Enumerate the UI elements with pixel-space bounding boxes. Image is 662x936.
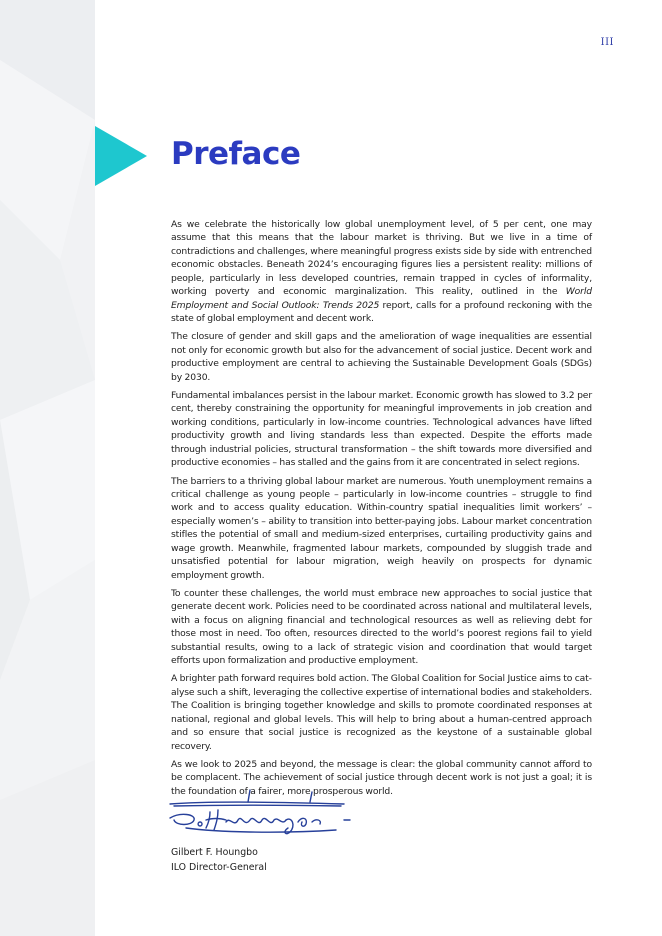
paragraph-1-text-end: report, calls for a profound reckoning with the state of global employment and decent work. (171, 299, 592, 325)
report-title-reference: World Employment and Social Outlook: Trends 2025 (171, 286, 592, 311)
preface-body (171, 218, 592, 803)
paragraph-1 (171, 218, 592, 326)
page-number: III (600, 37, 614, 48)
paragraph-2: The closure of gender and skill gaps and the amelioration of wage inequalities are essential not only for economic growth but also for the advancement of social justice. Decent work and productive employment are central to achieving the Sustainable Development Goals (SDGs) by 2030. (171, 331, 592, 383)
page-title: Preface (171, 136, 301, 172)
paragraph-1-text-start: As we celebrate the historically low global unemployment level, of 5 per cent, one may assume that this means that the labour market is thriving. But we live in a time of contradictions and challenges, where meaningful progress exists side by side with entrenched economic obstacles. Beneath 2024’s encouraging figures lies a persistent reality: millions of people, particularly in less developed countries, remain trapped in cycles of informality, working poverty and economic marginalization. This reality, outlined in the (171, 219, 592, 298)
accent-triangle-icon (95, 126, 147, 186)
paragraph-4: The barriers to a thriving global labour market are numerous. Youth unemployment remains a critical challenge as young people – particularly in low-income countries – struggle to find work and to access quality education. Within-country spatial inequalities limit workers’ – especially women’s – ability to transition into better-paying jobs. Labour market concentration stifles the potential of small and medium-sized enterprises, curtailing productivity gains and wage growth. Meanwhile, fragmented labour markets, compounded by sluggish trade and unsatisfied potential for labour migration, weigh heavily on prospects for dynamic employment growth. (171, 475, 592, 581)
paragraph-7: As we look to 2025 and beyond, the message is clear: the global community cannot afford to be complacent. The achievement of social justice through decent work is not just a goal; it is the foundation of a fairer, more prosperous world. (171, 759, 592, 797)
side-decoration-panel (0, 0, 95, 936)
paragraph-5: To counter these challenges, the world must embrace new approaches to social justice that generate decent work. Policies need to be coordinated across national and multilateral levels, with a focus on aligning financial and technological resources as well as relieving debt for those most in need. Too often, resources directed to the world’s poorest regions fail to yield substantial results, owing to a lack of strategic vision and coordination that would target efforts upon formalization and productive employment. (171, 587, 592, 667)
handwritten-signature (166, 786, 358, 842)
signatory-name: Gilbert F. Houngbo (171, 847, 258, 858)
paragraph-3: Fundamental imbalances persist in the labour market. Economic growth has slowed to 3.2 per cent, thereby constraining the opportunity for meaningful improvements in job creation and working conditions, particularly in low-income countries. Technological advances have lifted productivity growth and living standards less than expected. Despite the efforts made through industrial policies, structural transformation – the shift towards more diversified and productive economies – has stalled and the gains from it are concentrated in select regions. (171, 390, 592, 469)
signatory-title: ILO Director-General (171, 861, 267, 873)
faceted-pattern (0, 0, 95, 936)
signatory-block (171, 846, 267, 875)
paragraph-6: A brighter path forward requires bold action. The Global Coalition for Social Justice aims to catalyse such a shift, leveraging the collective expertise of international bodies and stakeholders. The Coalition is bringing together knowledge and skills to promote coordinated responses at national, regional and global levels. This will help to bring about a human-centred approach and so ensure that social justice is recognized as the keystone of a sustainable global recovery. (171, 673, 592, 752)
